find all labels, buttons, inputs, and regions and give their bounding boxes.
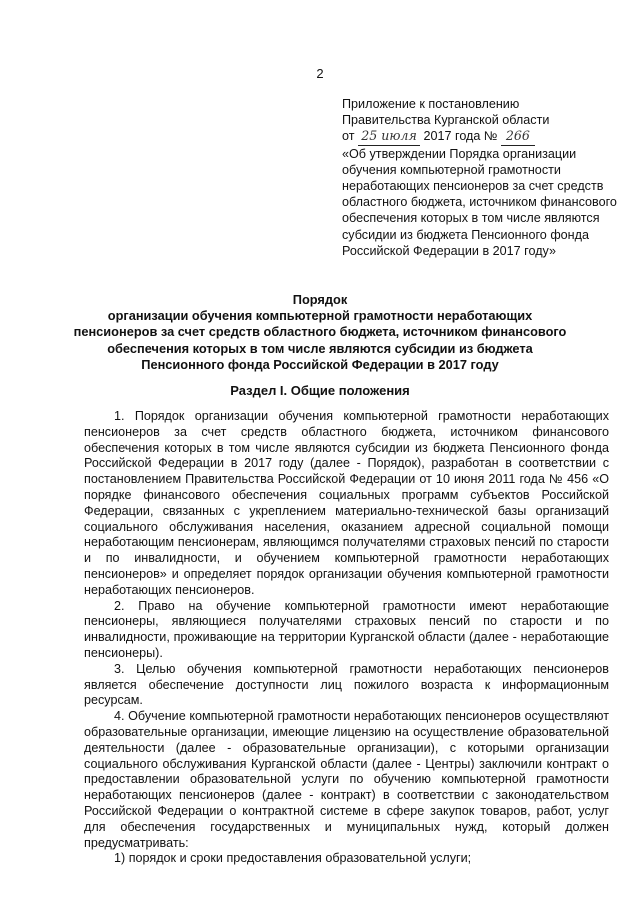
appendix-date-line: [342, 128, 622, 145]
document-title: [70, 292, 570, 373]
date-prefix: от: [342, 129, 355, 144]
date-year: 2017 года №: [423, 129, 498, 144]
section-heading: Раздел I. Общие положения: [230, 383, 410, 398]
paragraph-1: 1. Порядок организации обучения компьютерной грамотности неработающих пенсионеров за счет средств областного бюджета, источником финансового обеспечения которых в том числе являются субсидии из бюджета Пенсионного фонда Российской Федерации в 2017 году (далее - Порядок), разработан в соответствии с постановлением Правительства Российской Федерации от 10 июня 2011 года № 456 «О порядке финансового обеспечения социальных программ субъектов Российской Федерации, связанных с укреплением материально-технической базы организаций социального обслуживания населения, оказанием адресной социальной помощи неработающим пенсионерам, являющимся получателями страховых пенсий по старости и по инвалидности, и обучением компьютерной грамотности неработающих пенсионеров» и определяет порядок организации обучения компьютерной грамотности неработающих пенсионеров.: [84, 409, 609, 597]
paragraph-5: 1) порядок и сроки предоставления образовательной услуги;: [114, 851, 472, 866]
appendix-line-2: Правительства Курганской области: [342, 113, 550, 128]
appendix-line-1: Приложение к постановлению: [342, 97, 520, 111]
page-number: 2: [316, 66, 324, 81]
handwritten-number: 266: [501, 128, 535, 145]
handwritten-date: 25 июля: [358, 128, 420, 145]
paragraph-2: 2. Право на обучение компьютерной грамотности имеют неработающие пенсионеры, являющиеся получателями страховых пенсий по старости и по инвалидности, проживающие на территории Курганской области (далее - неработающие пенсионеры).: [84, 598, 609, 660]
appendix-block: [342, 96, 622, 259]
paragraph-3: 3. Целью обучения компьютерной грамотности неработающих пенсионеров является обеспечение доступности лиц пожилого возраста к информационным ресурсам.: [84, 661, 609, 708]
paragraph-4: 4. Обучение компьютерной грамотности неработающих пенсионеров осуществляют образовательные организации, имеющие лицензию на осуществление образовательной деятельности (далее - образовательные организации), с которыми организации социального обслуживания Курганской области (далее - Центры) заключили контракт о предоставлении образовательной услуги по обучению компьютерной грамотности неработающих пенсионеров (далее - контракт) в соответствии с законодательством Российской Федерации о контрактной системе в сфере закупок товаров, работ, услуг для обеспечения государственных и муниципальных нужд, который должен предусматривать:: [84, 709, 609, 850]
appendix-subject: «Об утверждении Порядка организации обучения компьютерной грамотности неработающих пенсионеров за счет средств областного бюджета, источником финансового обеспечения которых в том числе являются субсидии из бюджета Пенсионного фонда Российской Федерации в 2017 году»: [342, 146, 617, 258]
title-line-1: Порядок: [292, 292, 348, 307]
title-line-2: организации обучения компьютерной грамотности неработающих пенсионеров за счет средств областного бюджета, источником финансового обеспечения которых в том числе являются субсидии из бюджета Пенсионного фонда Российской Федерации в 2017 году: [73, 308, 567, 372]
body-text: [84, 409, 609, 867]
